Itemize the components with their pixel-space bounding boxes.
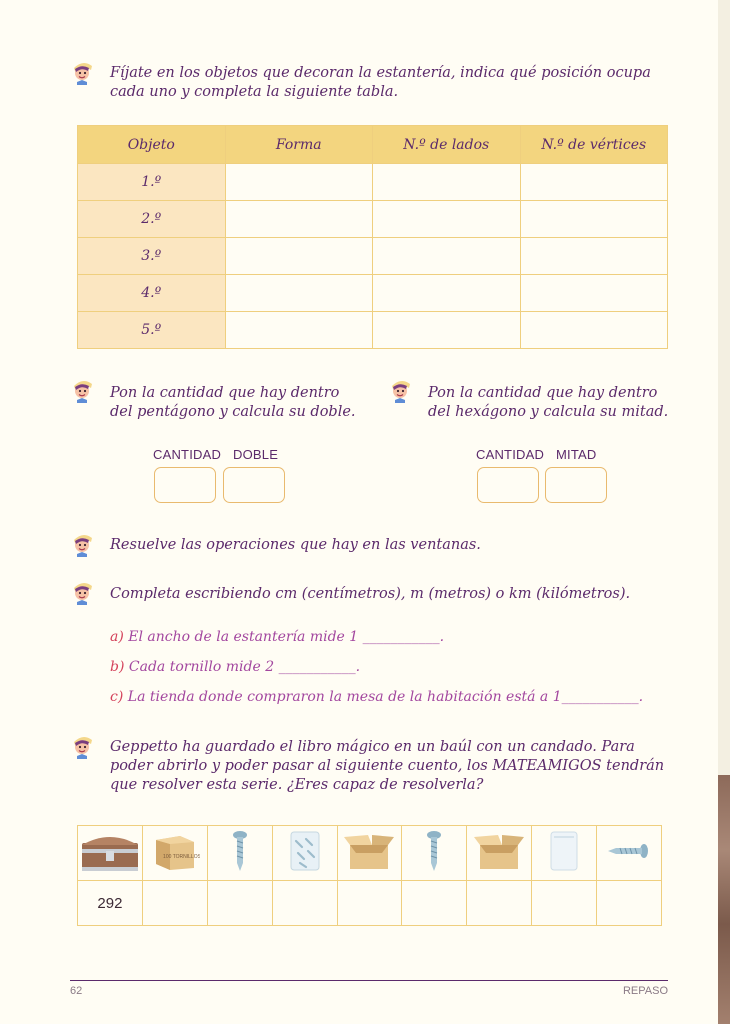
answer-cell[interactable] bbox=[373, 164, 521, 201]
answer-cell[interactable] bbox=[373, 312, 521, 349]
answer-cell[interactable] bbox=[225, 201, 373, 238]
screw-icon bbox=[424, 829, 444, 873]
series-answer-cell[interactable] bbox=[402, 881, 467, 926]
exercise-1-instruction: Fíjate en los objetos que decoran la estantería, indica qué posición ocupa cada uno y completa la siguiente tabla. bbox=[110, 65, 651, 100]
exercise-5-instruction: Geppetto ha guardado el libro mágico en un baúl con un candado. Para poder abrirlo y poder pasar al siguiente cuento, los MATEAMIGOS tendrán que resolver esta serie. ¿Eres capaz de resolverla? bbox=[110, 739, 665, 793]
wood-edge-decoration bbox=[718, 775, 730, 1024]
open-box-icon bbox=[472, 831, 526, 871]
label-cantidad: CANTIDAD bbox=[153, 447, 222, 462]
chest-icon bbox=[80, 829, 140, 873]
answer-cell[interactable] bbox=[373, 201, 521, 238]
mascot-icon bbox=[71, 579, 95, 607]
answer-cell[interactable] bbox=[225, 275, 373, 312]
cantidad-input-box[interactable] bbox=[154, 467, 216, 503]
series-answer-cell[interactable] bbox=[272, 881, 337, 926]
answer-cell[interactable] bbox=[225, 164, 373, 201]
label-mitad: MITAD bbox=[556, 447, 597, 462]
header-forma: Forma bbox=[225, 126, 373, 164]
bag-of-screws-icon bbox=[288, 829, 322, 873]
section-label: REPASO bbox=[622, 985, 668, 997]
series-icons-row bbox=[78, 826, 662, 881]
series-answer-row bbox=[78, 881, 662, 926]
series-cell bbox=[337, 826, 402, 881]
series-answer-cell[interactable] bbox=[207, 881, 272, 926]
series-cell bbox=[78, 826, 143, 881]
label-doble: DOBLE bbox=[233, 447, 279, 462]
mascot-icon bbox=[71, 59, 95, 87]
item-b bbox=[110, 659, 360, 675]
box-icon bbox=[150, 830, 200, 872]
item-c bbox=[110, 689, 643, 705]
screw-icon bbox=[230, 829, 250, 873]
footer-divider bbox=[70, 980, 668, 981]
item-text: Cada tornillo mide 2 ___________. bbox=[128, 659, 361, 675]
answer-cell[interactable] bbox=[520, 164, 668, 201]
header-lados: N.º de lados bbox=[373, 126, 521, 164]
table-row bbox=[78, 201, 668, 238]
empty-bag-icon bbox=[548, 829, 580, 873]
answer-cell[interactable] bbox=[520, 201, 668, 238]
series-answer-cell[interactable] bbox=[597, 881, 662, 926]
series-cell bbox=[207, 826, 272, 881]
exercise-3-instruction: Resuelve las operaciones que hay en las ventanas. bbox=[110, 537, 481, 553]
row-label: 1.º bbox=[78, 164, 226, 201]
series-cell bbox=[532, 826, 597, 881]
row-label: 3.º bbox=[78, 238, 226, 275]
series-cell bbox=[272, 826, 337, 881]
mascot-icon bbox=[71, 733, 95, 761]
box-label: 100 TORNILLOS bbox=[162, 854, 200, 860]
mascot-icon bbox=[389, 377, 413, 405]
screw-icon bbox=[606, 841, 652, 861]
label-cantidad: CANTIDAD bbox=[476, 447, 545, 462]
item-text: La tienda donde compraron la mesa de la habitación está a 1___________. bbox=[127, 689, 644, 705]
series-answer-cell[interactable] bbox=[142, 881, 207, 926]
exercise-2b-instruction: Pon la cantidad que hay dentro del hexágono y calcula su mitad. bbox=[428, 385, 669, 420]
mascot-icon bbox=[71, 531, 95, 559]
mascot-icon bbox=[71, 377, 95, 405]
shapes-table bbox=[77, 125, 668, 349]
series-cell bbox=[402, 826, 467, 881]
item-a bbox=[110, 629, 444, 645]
item-letter: b) bbox=[110, 659, 125, 675]
table-row bbox=[78, 312, 668, 349]
series-answer-cell[interactable] bbox=[337, 881, 402, 926]
row-label: 2.º bbox=[78, 201, 226, 238]
series-answer-cell[interactable] bbox=[532, 881, 597, 926]
answer-cell[interactable] bbox=[225, 238, 373, 275]
answer-cell[interactable] bbox=[520, 312, 668, 349]
cantidad-input-box[interactable] bbox=[477, 467, 539, 503]
answer-cell[interactable] bbox=[225, 312, 373, 349]
doble-input-box[interactable] bbox=[223, 467, 285, 503]
series-cell bbox=[467, 826, 532, 881]
series-cell bbox=[142, 826, 207, 881]
series-answer-cell[interactable] bbox=[467, 881, 532, 926]
table-header-row bbox=[78, 126, 668, 164]
open-box-icon bbox=[342, 831, 396, 871]
row-label: 5.º bbox=[78, 312, 226, 349]
answer-cell[interactable] bbox=[520, 238, 668, 275]
page-number: 62 bbox=[70, 985, 83, 997]
answer-cell[interactable] bbox=[373, 275, 521, 312]
exercise-4-instruction: Completa escribiendo cm (centímetros), m (metros) o km (kilómetros). bbox=[110, 586, 631, 602]
series-table bbox=[77, 825, 662, 926]
series-first-value: 292 bbox=[78, 881, 143, 926]
table-row bbox=[78, 238, 668, 275]
answer-cell[interactable] bbox=[520, 275, 668, 312]
table-row bbox=[78, 164, 668, 201]
row-label: 4.º bbox=[78, 275, 226, 312]
item-text: El ancho de la estantería mide 1 ___________. bbox=[128, 629, 445, 645]
header-objeto: Objeto bbox=[78, 126, 226, 164]
exercise-2a-instruction: Pon la cantidad que hay dentro del pentágono y calcula su doble. bbox=[110, 385, 356, 420]
mitad-input-box[interactable] bbox=[545, 467, 607, 503]
header-vertices: N.º de vértices bbox=[520, 126, 668, 164]
series-cell bbox=[597, 826, 662, 881]
item-letter: c) bbox=[110, 689, 124, 705]
item-letter: a) bbox=[110, 629, 124, 645]
table-row bbox=[78, 275, 668, 312]
answer-cell[interactable] bbox=[373, 238, 521, 275]
